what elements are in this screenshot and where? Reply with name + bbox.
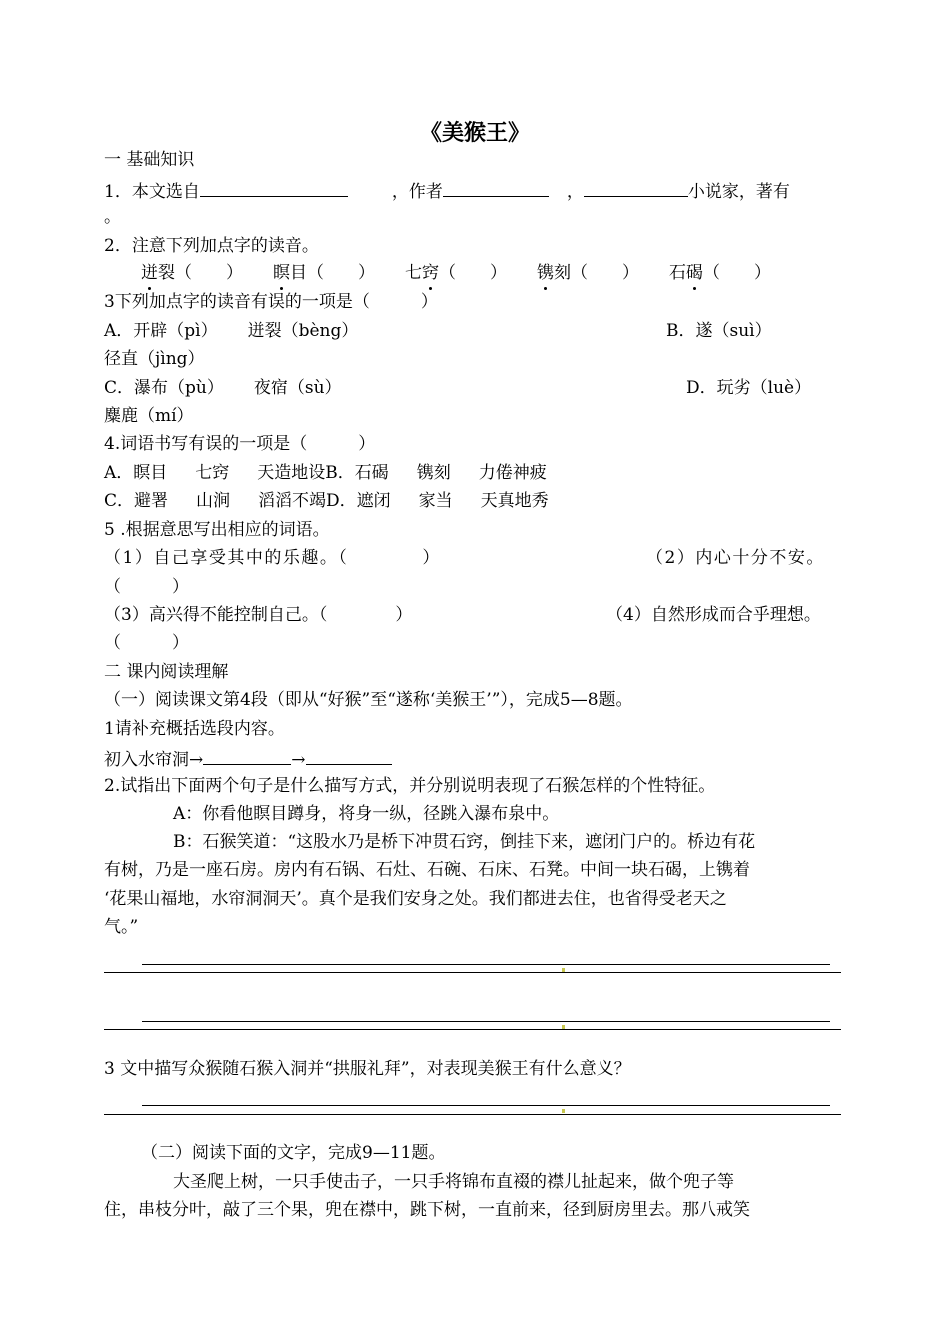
q3-option-c: C．瀑布（pù） 夜宿（sù） (104, 378, 342, 398)
p1-summary-flow (104, 746, 392, 771)
q1-text-a: 1．本文选自 (104, 182, 200, 202)
q3-option-d: D．玩劣（luè） (686, 378, 812, 398)
marker-dot (562, 1025, 565, 1029)
q1-text-c: ， (566, 182, 584, 202)
flow-blank-2[interactable] (306, 746, 392, 765)
q2-item-4: 镌刻（ ） (537, 263, 639, 283)
flow-start: 初入水帘洞 (104, 750, 189, 770)
q5-item-2-blank: （ ） (104, 577, 189, 597)
question-2-stem: 2．注意下列加点字的读音。 (104, 236, 319, 256)
question-4-stem: 4.词语书写有误的一项是（ ） (104, 434, 376, 454)
q2-item-5: 石碣（ ） (669, 263, 771, 283)
q1-text-e: 。 (104, 207, 121, 227)
p1-sentence-b-line1: B：石猴笑道：“这股水乃是桥下冲贯石窍，倒挂下来，遮闭门户的。桥边有花 (173, 832, 756, 852)
q3-option-b-cont: 径直（jìng） (104, 349, 205, 369)
flow-blank-1[interactable] (203, 746, 291, 765)
q2-item-3: 七窍（ ） (405, 263, 507, 283)
q3-option-b: B．遂（suì） (666, 321, 772, 341)
section-heading-reading: 二 课内阅读理解 (104, 662, 229, 682)
q5-item-4: （4）自然形成而合乎理想。 (606, 605, 821, 625)
arrow-icon: → (189, 750, 204, 770)
q5-item-1: （1）自己享受其中的乐趣。（ ） (104, 548, 441, 568)
answer-line (142, 964, 830, 965)
p1-sentence-a: A：你看他瞑目蹲身，将身一纵，径跳入瀑布泉中。 (173, 804, 560, 824)
answer-line (104, 1029, 841, 1030)
q2-item-2: 瞑目（ ） (273, 263, 375, 283)
page-title: 《美猴王》 (419, 121, 530, 146)
p1-question-2: 2.试指出下面两个句子是什么描写方式，并分别说明表现了石猴怎样的个性特征。 (104, 776, 716, 796)
answer-line (142, 1021, 830, 1022)
p1-sentence-b-line4: 气。” (104, 917, 139, 937)
question-5-stem: 5 .根据意思写出相应的词语。 (104, 520, 330, 540)
q1-text-b: ，作者 (391, 182, 443, 202)
question-1 (104, 178, 790, 203)
q1-blank-source[interactable] (200, 178, 348, 197)
q3-option-a: A．开辟（pì） 迸裂（bèng） (104, 321, 359, 341)
q2-items (141, 262, 771, 284)
q5-item-4-blank: （ ） (104, 633, 189, 653)
p1-question-3: 3 文中描写众猴随石猴入洞并“拱服礼拜”，对表现美猴王有什么意义？ (104, 1059, 631, 1079)
q5-item-3: （3）高兴得不能控制自己。（ ） (104, 605, 413, 625)
q5-item-2: （2）内心十分不安。 (646, 548, 825, 568)
answer-line (104, 1114, 841, 1115)
question-3-stem: 3下列加点字的读音有误的一项是（ ） (104, 292, 438, 312)
q2-item-1: 迸裂（ ） (141, 263, 243, 283)
answer-line (104, 972, 841, 973)
marker-dot (562, 968, 565, 972)
passage-1-intro: （一）阅读课文第4段（即从“好猴”至“遂称‘美猴王’”），完成5—8题。 (104, 690, 633, 710)
q4-options-ab: A．瞑目 七窍 天造地设B．石碣 镌刻 力倦神疲 (104, 463, 547, 483)
q1-blank-era[interactable] (584, 178, 688, 197)
marker-dot (562, 1109, 565, 1113)
passage-2-intro: （二）阅读下面的文字，完成9—11题。 (141, 1143, 446, 1163)
p1-sentence-b-line3: ‘花果山福地，水帘洞洞天’。真个是我们安身之处。我们都进去住，也省得受老天之 (104, 889, 727, 909)
p1-question-1: 1请补充概括选段内容。 (104, 719, 285, 739)
passage-2-line1: 大圣爬上树，一只手使击子，一只手将锦布直裰的襟儿扯起来，做个兜子等 (173, 1172, 734, 1192)
q3-option-d-cont: 麋鹿（mí） (104, 406, 194, 426)
passage-2-line2: 住，串枝分叶，敲了三个果，兜在襟中，跳下树，一直前来，径到厨房里去。那八戒笑 (104, 1200, 750, 1220)
section-heading-basics: 一 基础知识 (104, 150, 195, 170)
q1-blank-author[interactable] (443, 178, 549, 197)
q1-text-d: 小说家，著有 (687, 182, 790, 202)
q4-options-cd: C．避署 山涧 滔滔不竭D．遮闭 家当 天真地秀 (104, 491, 549, 511)
answer-line (142, 1105, 830, 1106)
p1-sentence-b-line2: 有树，乃是一座石房。房内有石锅、石灶、石碗、石床、石凳。中间一块石碣，上镌着 (104, 860, 750, 880)
arrow-icon: → (291, 750, 306, 770)
